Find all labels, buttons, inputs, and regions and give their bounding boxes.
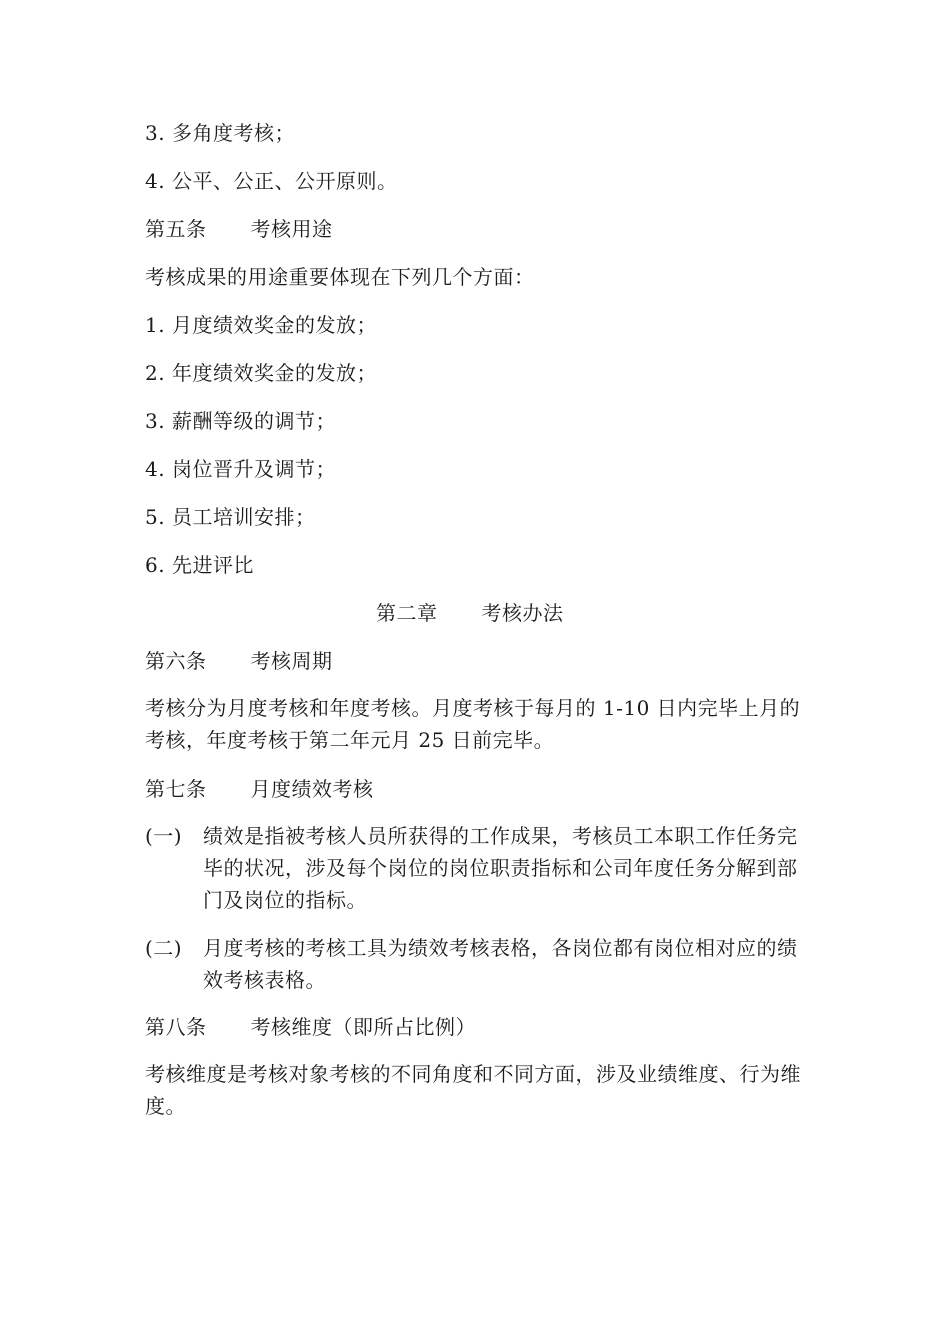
list-item: 4. 公平、公正、公开原则。 — [145, 169, 398, 193]
article-5-intro: 考核成果的用途重要体现在下列几个方面： — [145, 265, 535, 289]
article-6-text: 考核分为月度考核和年度考核。月度考核于每月的 1-10 日内完毕上月的考核，年度考核于第二年元月 25 日前完毕。 — [145, 696, 801, 752]
list-item: 4. 岗位晋升及调节； — [145, 457, 336, 481]
chapter-title: 考核办法 — [481, 601, 564, 625]
article-number: 第八条 — [145, 1015, 207, 1039]
article-7-subitem-2 — [145, 932, 810, 996]
article-title: 考核周期 — [250, 649, 333, 673]
subitem-text: 月度考核的考核工具为绩效考核表格，各岗位都有岗位相对应的绩效考核表格。 — [203, 936, 798, 992]
article-number: 第五条 — [145, 217, 207, 241]
list-item: 6. 先进评比 — [145, 553, 254, 577]
article-title: 月度绩效考核 — [250, 777, 374, 801]
article-8-heading — [145, 1015, 476, 1039]
list-item: 5. 员工培训安排； — [145, 505, 316, 529]
chapter-heading — [376, 601, 564, 625]
article-title: 考核用途 — [250, 217, 333, 241]
article-8-text: 考核维度是考核对象考核的不同角度和不同方面，涉及业绩维度、行为维度。 — [145, 1062, 801, 1118]
article-number: 第七条 — [145, 777, 207, 801]
article-title: 考核维度（即所占比例） — [250, 1015, 476, 1039]
subitem-marker: (一) — [145, 824, 183, 848]
list-item: 2. 年度绩效奖金的发放； — [145, 361, 377, 385]
list-item: 3. 多角度考核； — [145, 121, 295, 145]
article-6-heading — [145, 649, 333, 673]
article-7-heading — [145, 777, 374, 801]
list-item: 3. 薪酬等级的调节； — [145, 409, 336, 433]
article-5-heading — [145, 217, 333, 241]
article-7-subitem-1 — [145, 820, 810, 916]
subitem-marker: (二) — [145, 936, 183, 960]
subitem-text: 绩效是指被考核人员所获得的工作成果，考核员工本职工作任务完毕的状况，涉及每个岗位的岗位职责指标和公司年度任务分解到部门及岗位的指标。 — [203, 824, 798, 912]
list-item: 1. 月度绩效奖金的发放； — [145, 313, 377, 337]
chapter-number: 第二章 — [376, 601, 438, 625]
article-number: 第六条 — [145, 649, 207, 673]
